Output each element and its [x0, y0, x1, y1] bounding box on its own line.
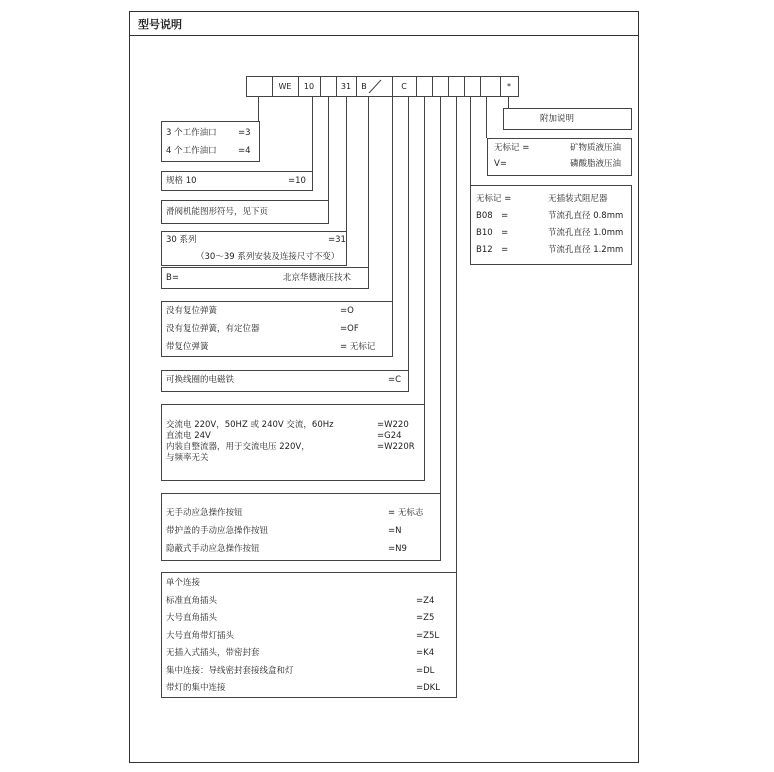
option-code: =Z5L	[416, 630, 440, 641]
option-label: 无插入式插头，带密封套	[166, 648, 260, 658]
option-code: =K4	[416, 648, 435, 658]
option-label: 大号直角插头	[166, 613, 218, 623]
option-label: 内装自整流器，用于交流电压 220V，	[166, 442, 310, 452]
option-code: 节流孔直径 1.2mm	[548, 245, 624, 255]
code-cell: C	[401, 81, 407, 91]
option-code: 北京华德液压技术	[283, 273, 352, 283]
option-label: B12 =	[476, 245, 509, 255]
option-code: =DL	[416, 665, 435, 676]
code-cell: 31	[340, 81, 352, 91]
option-code: =3	[238, 128, 251, 138]
option-label: 直流电 24V	[166, 431, 211, 441]
code-cell: B	[361, 81, 367, 91]
option-label: 滑阀机能图形符号，见下页	[166, 207, 269, 217]
option-code: =OF	[340, 324, 359, 334]
option-label: 无标记 =	[476, 194, 512, 204]
option-code: = 无标志	[388, 508, 424, 518]
page-title: 型号说明	[138, 18, 182, 31]
option-label: B10 =	[476, 228, 509, 238]
option-code: =W220R	[377, 442, 415, 452]
option-code: 节流孔直径 0.8mm	[548, 211, 624, 221]
option-code: =31	[328, 235, 346, 245]
option-code: =Z4	[416, 595, 435, 606]
option-label: 无标记 =	[494, 143, 530, 153]
option-code: =DKL	[416, 683, 440, 693]
option-label: 带灯的集中连接	[166, 683, 226, 693]
option-label: 可换线圈的电磁铁	[166, 375, 235, 385]
option-code: =O	[340, 306, 354, 316]
option-label: 隐蔽式手动应急操作按钮	[166, 544, 260, 554]
option-code: =Z5	[416, 613, 435, 623]
option-label: B08 =	[476, 211, 509, 221]
option-label: 大号直角带灯插头	[166, 630, 235, 641]
option-label: 4 个工作油口	[166, 146, 217, 156]
option-code: =W220	[377, 420, 409, 430]
option-label: 标准直角插头	[166, 595, 218, 606]
option-code: =N	[388, 526, 402, 536]
option-label: 没有复位弹簧，有定位器	[166, 324, 260, 334]
code-cell: *	[507, 81, 511, 91]
option-code: =10	[288, 176, 306, 186]
option-label: 无手动应急操作按钮	[166, 508, 243, 518]
code-cell: WE	[278, 81, 292, 91]
option-label: 与频率无关	[166, 453, 209, 463]
option-label: 交流电 220V，50HZ 或 240V 交流，60Hz	[166, 420, 334, 430]
option-label: 单个连接	[166, 578, 201, 588]
option-code: =C	[388, 375, 402, 385]
option-label: B=	[166, 273, 179, 283]
option-code: 矿物质液压油	[570, 143, 622, 153]
option-code: = 无标记	[340, 342, 376, 352]
option-label: 30 系列	[166, 235, 197, 245]
option-code: =G24	[377, 431, 402, 441]
option-label: 集中连接：导线密封套接线盒和灯	[166, 665, 294, 676]
code-cell: 10	[303, 81, 315, 91]
option-label: 3 个工作油口	[166, 128, 217, 138]
option-label: 带复位弹簧	[166, 342, 209, 352]
option-label: 规格 10	[166, 176, 197, 186]
option-code: =4	[238, 146, 251, 156]
option-code: 节流孔直径 1.0mm	[548, 228, 624, 238]
option-code: 无插装式阻尼器	[548, 194, 608, 204]
option-label: （30～39 系列安装及连接尺寸不变）	[196, 252, 340, 262]
option-label: 带护盖的手动应急操作按钮	[166, 526, 269, 536]
option-label: 附加说明	[540, 114, 575, 124]
option-code: 磷酸脂液压油	[570, 159, 622, 169]
option-label: 没有复位弹簧	[166, 306, 218, 316]
option-code: =N9	[388, 544, 407, 554]
option-label: V=	[494, 159, 507, 169]
